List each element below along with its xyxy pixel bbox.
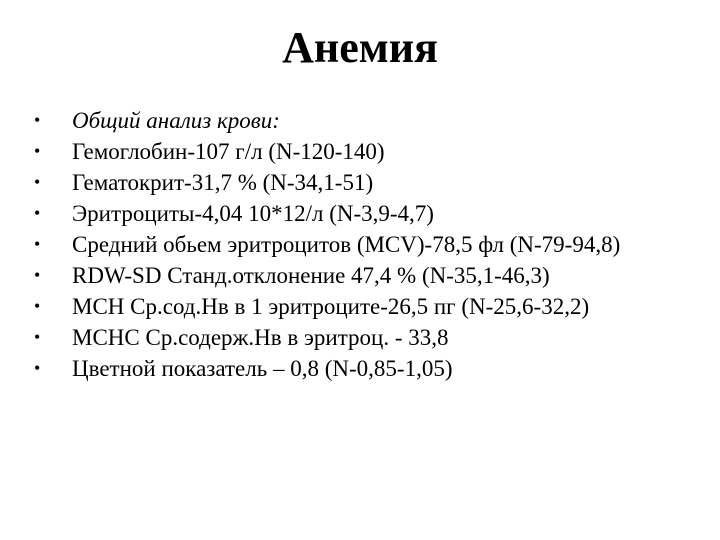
- list-item-text: MCH Ср.сод.Нв в 1 эритроците-26,5 пг (N-25,6-32,2): [72, 294, 590, 319]
- list-item-text: MCHC Ср.содерж.Нв в эритроц. - 33,8: [72, 325, 449, 350]
- list-item-text: RDW-SD Станд.отклонение 47,4 % (N-35,1-46,3): [72, 263, 550, 288]
- list-item-text: Гематокрит-31,7 % (N-34,1-51): [72, 170, 374, 195]
- list-item: [34, 168, 684, 197]
- list-item-text: Средний обьем эритроцитов (MCV)-78,5 фл (N-79-94,8): [72, 232, 621, 257]
- bullet-icon: •: [34, 327, 41, 347]
- list-item-text: Общий анализ крови:: [72, 108, 280, 133]
- list-item-text: Гемоглобин-107 г/л (N-120-140): [72, 139, 385, 164]
- list-item-text: Эритроциты-4,04 10*12/л (N-3,9-4,7): [72, 201, 434, 226]
- bullet-icon: •: [34, 265, 41, 285]
- bullet-icon: •: [34, 110, 41, 130]
- list-item: [34, 199, 684, 228]
- bullet-icon: •: [34, 172, 41, 192]
- list-item: [34, 323, 684, 352]
- bullet-icon: •: [34, 203, 41, 223]
- page-title: Анемия: [282, 23, 438, 72]
- bullet-icon: •: [34, 141, 41, 161]
- list-item: [34, 354, 684, 383]
- list-item-text: Цветной показатель – 0,8 (N-0,85-1,05): [72, 356, 453, 381]
- bullet-list: [34, 106, 684, 385]
- bullet-icon: •: [34, 234, 41, 254]
- bullet-icon: •: [34, 296, 41, 316]
- list-item: [34, 137, 684, 166]
- bullet-icon: •: [34, 358, 41, 378]
- list-item: [34, 106, 684, 135]
- list-item: [34, 230, 684, 259]
- list-item: [34, 292, 684, 321]
- list-item: [34, 261, 684, 290]
